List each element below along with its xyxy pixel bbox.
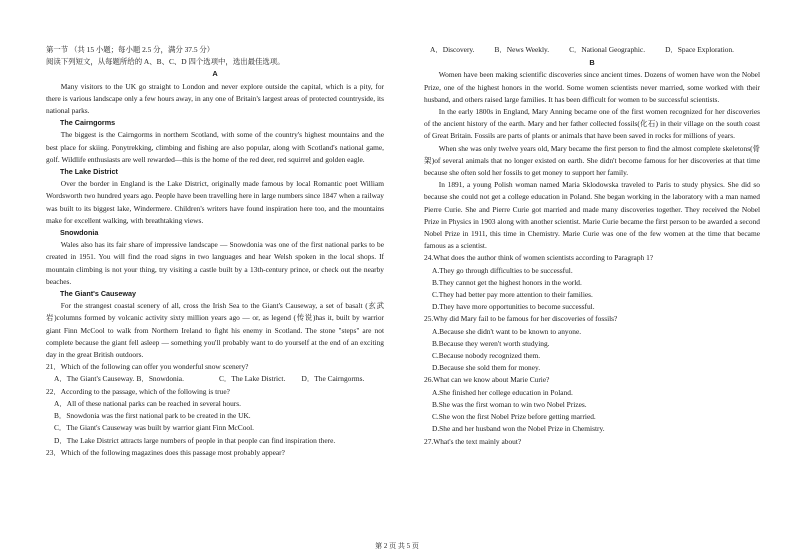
left-column — [46, 44, 384, 459]
option-text: D.Because she sold them for money. — [432, 363, 541, 373]
section-text: The biggest is the Cairngorms in northern Scotland, with some of the country's highest mountains and the best place for skiing. Ponytrekking, climbing and fishing are also popular, along with Scotland's national game, golf. Wildlife enthusiasts are well rewarded—this is the home of the red deer, red squirrel and golden eagle. — [46, 130, 384, 164]
section-text: Wales also has its fair share of impressive landscape — Snowdonia was one of the first national parks to be created in 1951. You will find the road signs in two languages and hear Welsh spoken in the local shops. If mountain climbing is not your thing, try visiting a castle built by a 13th-century prince, or check out the nearby beaches. — [46, 240, 384, 286]
option-text: A.Because she didn't want to be known to anyone. — [432, 326, 582, 336]
option-text: A．Discovery. — [430, 45, 475, 54]
option-text: C．The Giant's Causeway was built by warrior giant Finn McCool. — [54, 423, 255, 433]
option-text: D．Space Exploration. — [665, 45, 735, 54]
section-heading: Snowdonia — [60, 228, 99, 238]
option-text: B．Snowdonia was the first national park to be created in the UK. — [54, 411, 251, 421]
passage-a-label: A — [212, 69, 218, 79]
q23-options — [430, 44, 760, 56]
question-stem: 22．According to the passage, which of the following is true? — [46, 386, 230, 396]
option-text: C.She won the first Nobel Prize before getting married. — [432, 412, 596, 422]
section-heading: The Cairngorms — [60, 118, 116, 128]
passage-b-label: B — [589, 58, 595, 68]
question-stem: 25.Why did Mary fail to be famous for her discoveries of fossils? — [424, 314, 618, 324]
option-text: B．News Weekly. — [494, 45, 550, 54]
section-text: Over the border in England is the Lake District, originally made famous by local Romantic poet William Wordsworth two hundred years ago. People have been travelling here in large numbers since 1847 when a railway was built to its biggest lake, Windermere. Children's writers have found inspiration here too, and the mountains make for excellent walking, with breathtaking views. — [46, 179, 384, 225]
option-text: A.They go through difficulties to be successful. — [432, 265, 573, 275]
paragraph: In the early 1800s in England, Mary Anning became one of the first women recognized for her discoveries of the ancient history of the earth. Mary and her father collected fossils(化石) in their village on the south coast of Great Britain. Fossils are parts of plants or animals that have been saved in rocks for millions of years. — [424, 107, 760, 141]
options-row — [54, 373, 384, 385]
page-footer: 第 2 页 共 5 页 — [375, 542, 419, 550]
questions-left — [46, 361, 384, 459]
passage-b-body — [424, 69, 760, 252]
question-stem: 24.What does the author think of women scientists according to Paragraph 1? — [424, 253, 654, 263]
section-text: For the strangest coastal scenery of all, cross the Irish Sea to the Giant's Causeway, a set of basalt (玄武岩)columns formed by volcanic activity sixty million years ago — or, as legend (传说)has it, built by warrior giant Finn McCool to walk from Northern Ireland to fight his enemy in Scotland. The stone "steps" are not complete because the giant fell asleep — something you'll probably want to do yourself at the end of an exciting day in the great British outdoors. — [46, 301, 384, 360]
passage-a-intro: Many visitors to the UK go straight to London and never explore outside the capital, which is a pity, for there is various landscape only a few hours away, in any one of Britain's largest areas of protected countryside, its national parks. — [46, 81, 384, 116]
option-text: C．National Geographic. — [569, 45, 646, 54]
question-stem: 21．Which of the following can offer you wonderful snow scenery? — [46, 362, 249, 372]
section-heading: The Giant's Causeway — [60, 289, 137, 299]
option-text: B.She was the first woman to win two Nobel Prizes. — [432, 399, 587, 409]
option-text: D．The Lake District attracts large numbers of people in that people can find inspiration there. — [54, 435, 336, 445]
questions-right — [424, 252, 760, 447]
option-text: A．The Giant's Causeway. — [54, 374, 135, 384]
paragraph: When she was only twelve years old, Mary became the first person to find the almost complete skeletons(骨架)of several animals that no longer existed on earth. She didn't become famous for her discoveries at that time because she often sold her fossils to get money to support her family. — [424, 143, 760, 178]
option-text: B.Because they weren't worth studying. — [432, 338, 550, 348]
option-text: D.They have more opportunities to become successful. — [432, 302, 595, 312]
option-text: A．All of these national parks can be reached in several hours. — [54, 398, 241, 408]
option-text: D．The Cairngorms. — [301, 374, 365, 384]
instruction-text: 阅读下列短文，从每题所给的 A、B、C、D 四个选项中，选出最佳选项。 — [46, 57, 285, 67]
option-text: A.She finished her college education in Poland. — [432, 387, 573, 397]
option-text: D.She and her husband won the Nobel Prize in Chemistry. — [432, 424, 605, 434]
option-text: C.Because nobody recognized them. — [432, 351, 541, 361]
question-stem: 27.What's the text mainly about? — [424, 436, 522, 446]
question-stem: 23．Which of the following magazines does this passage most probably appear? — [46, 447, 285, 457]
section-header: 第一节 （共 15 小题；每小题 2.5 分，满分 37.5 分） — [46, 45, 215, 54]
question-stem: 26.What can we know about Marie Curie? — [424, 375, 550, 385]
passage-a-sections — [46, 117, 384, 361]
option-text: B.They cannot get the highest honors in the world. — [432, 277, 582, 287]
paragraph: Women have been making scientific discoveries since ancient times. Dozens of women have won the Nobel Prize, one of the highest honors in the world. Some women scientists never married, some worked with their husband, and others raised large families. It has been difficult for women to be successful scientists. — [424, 70, 760, 104]
option-text: C．The Lake District. — [219, 374, 286, 384]
option-text: B．Snowdonia. — [136, 374, 184, 384]
paragraph: In 1891, a young Polish woman named Maria Sklodowska traveled to Paris to study physics. She did so because she could not get a college education in Poland. She began working in the laboratory with a man named Pierre Curie. She and Pierre Curie got married and made many discoveries together. They received the Nobel Prize in Physics in 1903 along with another scientist. Marie Curie became the first person to be awarded a second Nobel Prize in 1911, this time in Chemistry. Marie Curie was one of the few women at the time that became famous as a scientist. — [424, 180, 760, 251]
right-column — [424, 44, 760, 448]
option-text: C.They had better pay more attention to their families. — [432, 290, 593, 300]
section-heading: The Lake District — [60, 167, 118, 177]
